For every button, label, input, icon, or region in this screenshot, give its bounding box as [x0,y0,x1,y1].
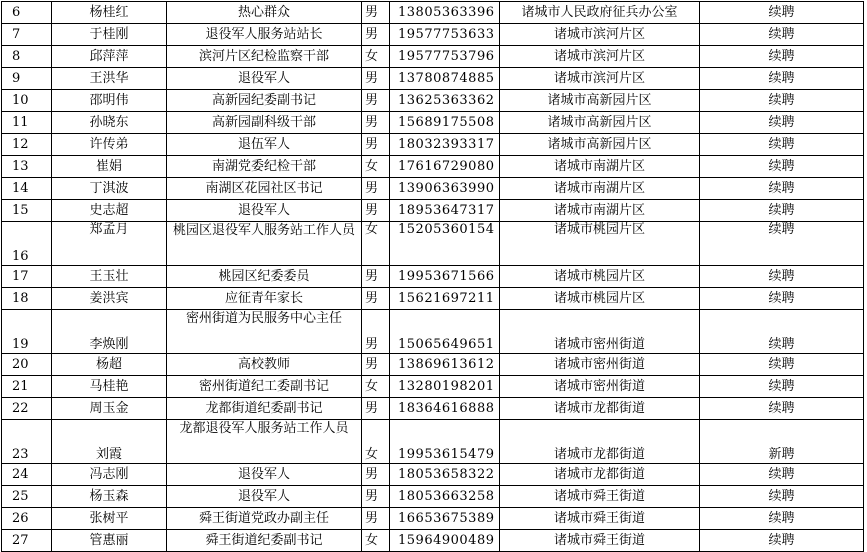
hire-type: 续聘 [700,134,864,156]
table-row [2,530,864,552]
person-name: 马桂艳 [52,376,167,398]
person-name: 于桂刚 [52,24,167,46]
person-role: 高新园纪委副书记 [167,90,362,112]
table-row [2,134,864,156]
hire-type: 续聘 [700,178,864,200]
table-row [2,156,864,178]
person-role: 桃园区退役军人服务站工作人员 [167,222,362,266]
row-number: 13 [2,156,52,178]
person-name: 孙晓东 [52,112,167,134]
table-row [2,288,864,310]
person-role: 热心群众 [167,2,362,24]
person-role: 舜王街道纪委副书记 [167,530,362,552]
person-sex: 男 [362,24,390,46]
phone-number: 18053663258 [390,486,500,508]
person-name: 史志超 [52,200,167,222]
row-number: 27 [2,530,52,552]
phone-number: 18364616888 [390,398,500,420]
work-unit: 诸城市密州街道 [500,354,700,376]
work-unit: 诸城市高新园片区 [500,90,700,112]
person-role: 南湖区花园社区书记 [167,178,362,200]
person-name: 许传弟 [52,134,167,156]
table-row [2,310,864,354]
table-row [2,46,864,68]
person-sex: 男 [362,354,390,376]
person-name: 郑孟月 [52,222,167,266]
hire-type: 续聘 [700,90,864,112]
table-row [2,222,864,266]
work-unit: 诸城市龙都街道 [500,464,700,486]
person-sex: 男 [362,464,390,486]
phone-number: 19953671566 [390,266,500,288]
row-number: 18 [2,288,52,310]
table-row [2,112,864,134]
row-number: 9 [2,68,52,90]
phone-number: 17616729080 [390,156,500,178]
row-number: 21 [2,376,52,398]
phone-number: 15689175508 [390,112,500,134]
hire-type: 续聘 [700,222,864,266]
row-number: 24 [2,464,52,486]
work-unit: 诸城市桃园片区 [500,266,700,288]
work-unit: 诸城市人民政府征兵办公室 [500,2,700,24]
phone-number: 16653675389 [390,508,500,530]
person-name: 李焕刚 [52,310,167,354]
phone-number: 13906363990 [390,178,500,200]
person-name: 张树平 [52,508,167,530]
hire-type: 续聘 [700,288,864,310]
hire-type: 续聘 [700,68,864,90]
work-unit: 诸城市舜王街道 [500,486,700,508]
person-name: 杨桂红 [52,2,167,24]
work-unit: 诸城市滨河片区 [500,46,700,68]
person-sex: 男 [362,68,390,90]
phone-number: 19577753796 [390,46,500,68]
row-number: 8 [2,46,52,68]
phone-number: 19953615479 [390,420,500,464]
phone-number: 13869613612 [390,354,500,376]
person-sex: 男 [362,288,390,310]
row-number: 15 [2,200,52,222]
table-row [2,376,864,398]
row-number: 7 [2,24,52,46]
work-unit: 诸城市桃园片区 [500,222,700,266]
hire-type: 续聘 [700,310,864,354]
table-row [2,420,864,464]
person-role: 退役军人服务站站长 [167,24,362,46]
hire-type: 续聘 [700,354,864,376]
table-row [2,68,864,90]
person-sex: 女 [362,222,390,266]
hire-type: 新聘 [700,420,864,464]
hire-type: 续聘 [700,508,864,530]
hire-type: 续聘 [700,486,864,508]
person-role: 舜王街道党政办副主任 [167,508,362,530]
table-row [2,398,864,420]
person-sex: 男 [362,398,390,420]
hire-type: 续聘 [700,266,864,288]
row-number: 12 [2,134,52,156]
person-sex: 女 [362,156,390,178]
person-role: 高新园副科级干部 [167,112,362,134]
row-number: 25 [2,486,52,508]
phone-number: 18053658322 [390,464,500,486]
person-role: 退役军人 [167,68,362,90]
person-sex: 男 [362,112,390,134]
row-number: 23 [2,420,52,464]
person-name: 姜洪宾 [52,288,167,310]
hire-type: 续聘 [700,376,864,398]
row-number: 10 [2,90,52,112]
phone-number: 19577753633 [390,24,500,46]
person-role: 应征青年家长 [167,288,362,310]
work-unit: 诸城市舜王街道 [500,530,700,552]
work-unit: 诸城市滨河片区 [500,24,700,46]
table-row [2,90,864,112]
phone-number: 13805363396 [390,2,500,24]
person-sex: 男 [362,508,390,530]
person-sex: 男 [362,134,390,156]
person-name: 王洪华 [52,68,167,90]
phone-number: 15964900489 [390,530,500,552]
person-sex: 男 [362,178,390,200]
table-row [2,508,864,530]
table-row [2,354,864,376]
phone-number: 13625363362 [390,90,500,112]
person-sex: 男 [362,486,390,508]
person-role: 滨河片区纪检监察干部 [167,46,362,68]
person-role: 退役军人 [167,464,362,486]
person-role: 密州街道为民服务中心主任 [167,310,362,354]
person-name: 冯志刚 [52,464,167,486]
person-sex: 女 [362,46,390,68]
hire-type: 续聘 [700,530,864,552]
table-row [2,178,864,200]
person-name: 丁淇波 [52,178,167,200]
person-role: 退伍军人 [167,134,362,156]
person-role: 南湖党委纪检干部 [167,156,362,178]
phone-number: 15205360154 [390,222,500,266]
work-unit: 诸城市南湖片区 [500,156,700,178]
person-name: 杨超 [52,354,167,376]
work-unit: 诸城市密州街道 [500,376,700,398]
row-number: 6 [2,2,52,24]
table-row [2,24,864,46]
row-number: 17 [2,266,52,288]
hire-type: 续聘 [700,200,864,222]
person-role: 密州街道纪工委副书记 [167,376,362,398]
person-role: 退役军人 [167,200,362,222]
person-name: 邱萍萍 [52,46,167,68]
person-sex: 女 [362,376,390,398]
phone-number: 15621697211 [390,288,500,310]
person-name: 刘霞 [52,420,167,464]
row-number: 20 [2,354,52,376]
phone-number: 15065649651 [390,310,500,354]
work-unit: 诸城市龙都街道 [500,420,700,464]
row-number: 16 [2,222,52,266]
person-sex: 女 [362,420,390,464]
person-sex: 男 [362,2,390,24]
person-sex: 男 [362,266,390,288]
phone-number: 13280198201 [390,376,500,398]
person-role: 龙都街道纪委副书记 [167,398,362,420]
person-role: 龙都退役军人服务站工作人员 [167,420,362,464]
row-number: 14 [2,178,52,200]
person-sex: 女 [362,530,390,552]
work-unit: 诸城市南湖片区 [500,178,700,200]
hire-type: 续聘 [700,24,864,46]
table-row [2,2,864,24]
table-row [2,486,864,508]
personnel-table [1,1,864,552]
row-number: 26 [2,508,52,530]
table-row [2,200,864,222]
phone-number: 18953647317 [390,200,500,222]
hire-type: 续聘 [700,112,864,134]
hire-type: 续聘 [700,398,864,420]
work-unit: 诸城市高新园片区 [500,134,700,156]
work-unit: 诸城市密州街道 [500,310,700,354]
work-unit: 诸城市南湖片区 [500,200,700,222]
work-unit: 诸城市桃园片区 [500,288,700,310]
person-role: 桃园区纪委委员 [167,266,362,288]
row-number: 11 [2,112,52,134]
person-name: 管惠丽 [52,530,167,552]
person-name: 崔娟 [52,156,167,178]
person-role: 高校教师 [167,354,362,376]
person-name: 邵明伟 [52,90,167,112]
person-name: 杨玉森 [52,486,167,508]
person-sex: 男 [362,90,390,112]
table-row [2,266,864,288]
person-sex: 男 [362,200,390,222]
hire-type: 续聘 [700,156,864,178]
phone-number: 13780874885 [390,68,500,90]
row-number: 22 [2,398,52,420]
person-role: 退役军人 [167,486,362,508]
work-unit: 诸城市舜王街道 [500,508,700,530]
hire-type: 续聘 [700,46,864,68]
work-unit: 诸城市滨河片区 [500,68,700,90]
table-row [2,464,864,486]
row-number: 19 [2,310,52,354]
work-unit: 诸城市龙都街道 [500,398,700,420]
person-name: 王玉壮 [52,266,167,288]
person-name: 周玉金 [52,398,167,420]
hire-type: 续聘 [700,464,864,486]
person-sex: 男 [362,310,390,354]
hire-type: 续聘 [700,2,864,24]
work-unit: 诸城市高新园片区 [500,112,700,134]
phone-number: 18032393317 [390,134,500,156]
table-body [2,2,864,552]
